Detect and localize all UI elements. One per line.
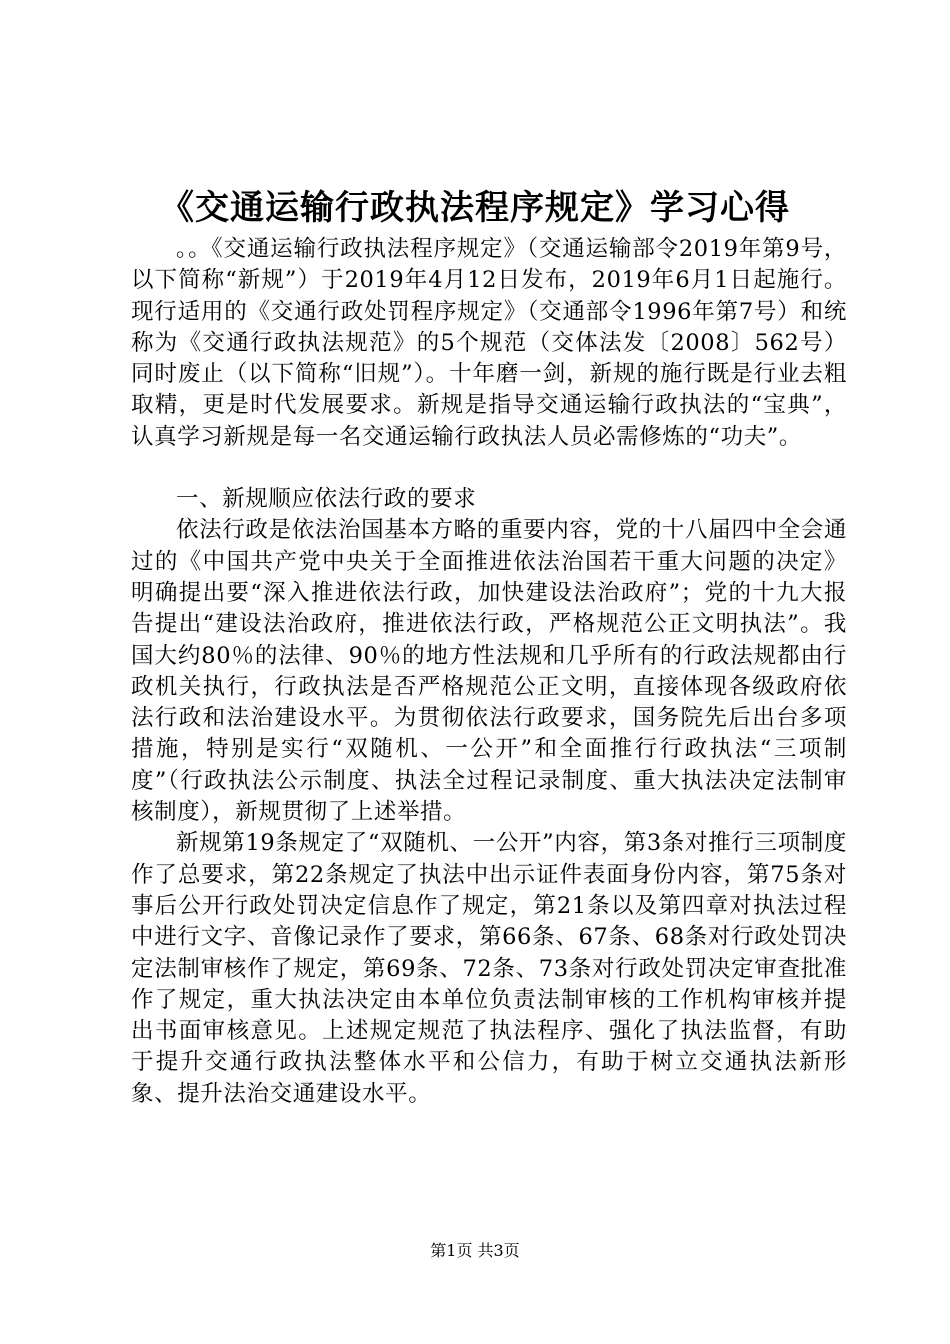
page-number: 第1页 共3页 [430, 1241, 520, 1260]
section-heading: 一、新规顺应依法行政的要求 [176, 486, 477, 513]
intro-paragraph: 。。《交通运输行政执法程序规定》（交通运输部令2019年第9号，以下简称“新规”）于2019年4月12日发布，2019年6月1日起施行。现行适用的《交通行政处罚程序规定》（交通部令1996年第7号）和统称为《交通行政执法规范》的5个规范（交体法发〔2008〕562号）同时废止（以下简称“旧规”）。十年磨一剑，新规的施行既是行业去粗取精，更是时代发展要求。新规是指导交通运输行政执法的“宝典”，认真学习新规是每一名交通运输行政执法人员必需修炼的“功夫”。 [131, 236, 847, 450]
section-paragraph: 新规第19条规定了“双随机、一公开”内容，第3条对推行三项制度作了总要求，第22条规定了执法中出示证件表面身份内容，第75条对事后公开行政处罚决定信息作了规定，第21条以及第四章对执法过程中进行文字、音像记录作了要求，第66条、67条、68条对行政处罚决定法制审核作了规定，第69条、72条、73条对行政处罚决定审查批准作了规定，重大执法决定由本单位负责法制审核的工作机构审核并提出书面审核意见。上述规定规范了执法程序、强化了执法监督，有助于提升交通行政执法整体水平和公信力，有助于树立交通执法新形象、提升法治交通建设水平。 [131, 830, 847, 1107]
document-body [131, 234, 847, 1110]
section-paragraph: 依法行政是依法治国基本方略的重要内容，党的十八届四中全会通过的《中国共产党中央关于全面推进依法治国若干重大问题的决定》明确提出要“深入推进依法行政，加快建设法治政府”；党的十九大报告提出“建设法治政府，推进依法行政，严格规范公正文明执法”。我国大约80％的法律、90％的地方性法规和几乎所有的行政法规都由行政机关执行，行政执法是否严格规范公正文明，直接体现各级政府依法行政和法治建设水平。为贯彻依法行政要求，国务院先后出台多项措施，特别是实行“双随机、一公开”和全面推行行政执法“三项制度”（行政执法公示制度、执法全过程记录制度、重大执法决定法制审核制度），新规贯彻了上述举措。 [131, 517, 847, 826]
document-title: 《交通运输行政执法程序规定》学习心得 [160, 188, 790, 228]
